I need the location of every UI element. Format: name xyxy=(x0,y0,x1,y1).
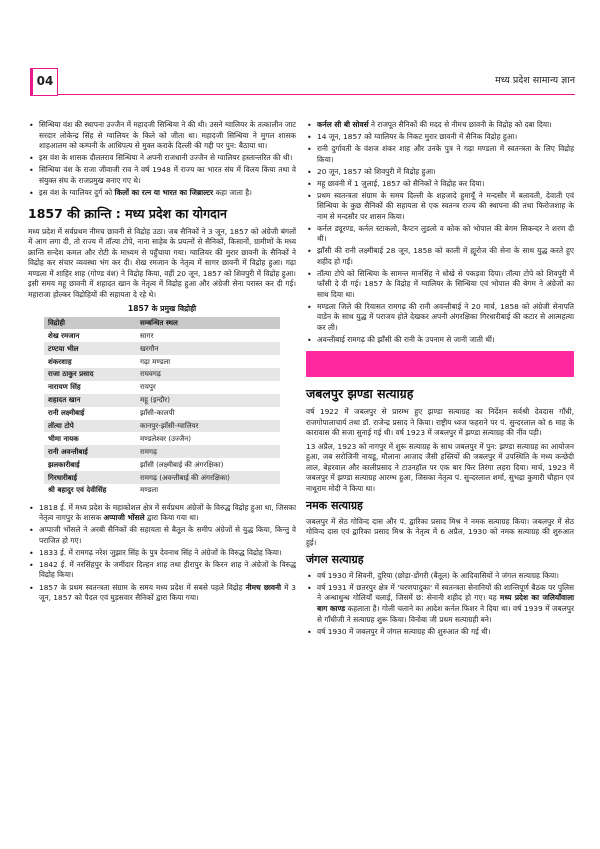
forest-list xyxy=(306,571,574,637)
jallianwala-epithet: मध्य प्रदेश का जलियाँवाला बाग काण्ड xyxy=(317,593,574,613)
list-item: • झाँसी की रानी लक्ष्मीबाई 28 जून, 1858 को काली में ह्यूरोज की सेना के साथ युद्ध करते हुए शहीद हो गईं। xyxy=(306,246,574,267)
table-row xyxy=(44,329,280,342)
list-item: • सिन्धिया वंश की स्थापना उज्जैन में महादजी सिन्धिया ने की थी। उसने ग्वालियर के तत्कालीन जाट सरदार लोकेन्द्र सिंह से ग्वालियर के किले को जीता था। महादजी सिन्धिया ने मुगल शासक शाहआलम को कम्पनी के आधिपत्य से मुक्त कराके दिल्ली की गद्दी पर पुन: बैठाया था। xyxy=(28,120,296,152)
rebel-name: रानी लक्ष्मीबाई xyxy=(48,408,85,418)
page-number: 04 xyxy=(30,68,58,96)
column-header: सम्बन्धित स्थल xyxy=(136,317,280,329)
section-title-salt-satyagraha: नमक सत्याग्रह xyxy=(306,499,363,513)
table-row xyxy=(44,381,280,394)
intro-list xyxy=(28,120,296,198)
page-header xyxy=(30,68,575,98)
rebel-name: तॉत्या टोपे xyxy=(44,420,136,433)
table-header-row xyxy=(44,317,280,329)
table-row xyxy=(44,407,280,420)
table-row xyxy=(44,342,280,355)
list-item: • 20 जून, 1857 को शिवपुरी में विद्रोह हुआ। xyxy=(306,167,574,178)
list-item: • 1833 ई. में रामगढ़ नरेश जुझार सिंह के पुत्र देवनाथ सिंह ने अंग्रेजों के विरुद्ध विद्रोह किया। xyxy=(28,548,296,559)
table-row xyxy=(44,432,280,445)
left-column xyxy=(28,120,296,605)
list-item: • महू छावनी में 1 जुलाई, 1857 को सैनिकों ने विद्रोह कर दिया। xyxy=(306,179,574,190)
list-item: • 14 जून, 1857 को ग्वालियर के निकट मुरार छावनी में सैनिक विद्रोह हुआ। xyxy=(306,132,574,143)
list-item: • वर्ष 1930 में सिवनी, दुरिया (छोड़ा-डोंगरी (बैतूल) के आदिवासियों ने जंगल सत्याग्रह किया। xyxy=(306,571,574,582)
rebel-name: राजा ठाकुर प्रसाद xyxy=(44,368,136,381)
rebel-name: टण्टया भील xyxy=(44,342,136,355)
list-item: • इस वंश के शासक दौलतराव सिन्धिया ने अपनी राजधानी उज्जैन से ग्वालियर हस्तान्तरित की थी। xyxy=(28,153,296,164)
rebel-name: गिरधारीबाई xyxy=(44,471,136,484)
table-row xyxy=(44,420,280,433)
list-item: • कर्नल सी बी सोवर्स ने राजपूत सैनिकों की मदद से नीमच छावनी के विद्रोह को दबा दिया। xyxy=(306,120,574,131)
rebel-name: शहादत खान xyxy=(44,394,136,407)
table-row xyxy=(44,458,280,471)
rebels-table xyxy=(44,317,280,497)
running-title: मध्य प्रदेश सामान्य ज्ञान xyxy=(495,75,575,86)
table-row xyxy=(44,355,280,368)
table-row xyxy=(44,394,280,407)
rebel-name: रानी अवन्तीबाई xyxy=(44,445,136,458)
list-item: • रानी दुर्गावती के वंशज शंकर शाह और उनके पुत्र ने गढ़ा मण्डला में स्वतन्त्रता के लिए विद्रोह किया। xyxy=(306,144,574,165)
list-item: • वर्ष 1930 में जबलपुर में जंगल सत्याग्रह की शुरुआत की गई थी। xyxy=(306,627,574,638)
table-caption: 1857 के प्रमुख विद्रोही xyxy=(127,304,197,314)
fort-epithet: किलों का रत्न या भारत का जिब्राल्टर xyxy=(114,187,214,197)
table-row xyxy=(44,484,280,497)
list-item: • कर्नल ड्यूरण्ड, कर्नल स्टाकलो, कैप्टन लुडलो व कोक को भोपाल की बेगम सिकन्दर ने शरण दी थी। xyxy=(306,224,574,245)
list-item: • 1857 के प्रथम स्वतन्त्रता संग्राम के समय मध्य प्रदेश में सबसे पहले विद्रोह नीमच छावनी में 3 जून, 1857 को पैदल एवं घुड़सवार सैनिकों द्वारा किया गया। xyxy=(28,583,296,604)
rebel-place: झाँसी (लक्ष्मीबाई की अंगरक्षिका) xyxy=(140,459,224,469)
list-item: • तॉत्या टोपे को सिन्धिया के सामन्त मानसिंह ने धोखे से पकड़वा दिया। तॉत्या टोपे को शिवपुरी में फाँसी दे दी गई। 1857 के विद्रोह में ग्वालियर के सिन्धिया एवं भोपाल की बेगम ने अंग्रेजों का साथ दिया था। xyxy=(306,269,574,301)
rebel-place: झाँसी-कालपी xyxy=(140,408,175,418)
list-item: • अप्पाजी भोंसले ने अरबी सैनिकों की सहायता से बैतूल के समीप अंग्रेजों से युद्ध किया, किन्तु वे पराजित हो गए। xyxy=(28,525,296,546)
rebel-place: महू (इन्दौर) xyxy=(136,394,280,407)
rebel-place: रामगढ़ (अवन्तीबाई की अंगरक्षिका) xyxy=(136,471,280,484)
rebel-name: शंकरशाह xyxy=(48,356,72,366)
list-item: • इस वंश के ग्वालियर दुर्ग को किलों का रत्न या भारत का जिब्राल्टर कहा जाता है। xyxy=(28,188,296,199)
rebel-place: गढ़ा मण्डला xyxy=(140,356,171,366)
list-item: • 1842 ई. में नरसिंहपुर के जमींदार दिल्हन शाह तथा हीरापुर के किरन शाह ने अंग्रेजों के विरुद्ध विद्रोह किया। xyxy=(28,560,296,581)
rebel-place: मण्डला xyxy=(140,485,159,495)
list-item: • मण्डला जिले की रियासत रामगढ़ की रानी अवन्तीबाई ने 20 मार्च, 1858 को अंग्रेजी सेनापति वाडेन के साथ युद्ध में पराजय होते देखकर अपनी अंगरक्षिका गिरधारीबाई की कटार से आत्महत्या कर ली। xyxy=(306,302,574,334)
table-row xyxy=(44,368,280,381)
rebel-place: सागर xyxy=(140,330,154,340)
table-row xyxy=(44,471,280,484)
flag-paragraph-1: वर्ष 1922 में जबलपुर से प्रारम्भ हुए झण्डा सत्याग्रह का निर्देशन सर्वश्री देवदास गाँधी, राजगोपालाचार्य तथा डॉ. राजेन्द्र प्रसाद ने किया। राष्ट्रीय ध्वज फहराने पर पं. सुन्दरलाल को 6 माह के कारावास की सजा सुनाई गई थी। वर्ष 1923 में जबलपुर में झण्डा सत्याग्रह की नींव पड़ी। xyxy=(306,407,574,438)
rebel-place: कानपुर-झाँसी-ग्वालियर xyxy=(136,420,280,433)
flag-paragraph-2: 13 अप्रैल, 1923 को नागपुर में शुरू सत्याग्रह के साथ जबलपुर में पुन: झण्डा सत्याग्रह का आयोजन हुआ, जब सरोजिनी नायडू, मौलाना आजाद जैसी हस्तियों की जबलपुर में उपस्थिति के मध्य कन्छेदी लाल, बेहरवाल और कालीप्रसाद ने टाउनहॉल पर एक बार फिर तिरंगा लहरा दिया। मार्च, 1923 में जबलपुर में झण्डा सत्याग्रह आरम्भ हुआ, जिसका नेतृत्व पं. सुन्दरलाल शर्मा, सुभद्रा कुमारी चौहान एवं नाथूराम मोदी ने किया था। xyxy=(306,441,574,493)
column-header: विद्रोही xyxy=(44,317,136,329)
right-top-list xyxy=(306,120,574,345)
rebel-name: नारायण सिंह xyxy=(48,382,81,392)
post-table-list xyxy=(28,503,296,604)
rebel-place: रायपुर xyxy=(140,382,156,392)
rebel-place: रामगढ़ xyxy=(136,445,280,458)
rebel-place: खरगौन xyxy=(136,342,280,355)
table-row xyxy=(44,445,280,458)
rebel-name: झलकारीबाई xyxy=(48,459,80,469)
list-item: • प्रथम स्वतन्त्रता संग्राम के समय दिल्ली के शहजादे हुमायूँ ने मन्दसौर में बलावती, देवाती एवं सिन्धिया के कुछ सैनिकों की सहायता से एक स्वतन्त्र राज्य की स्थापना की तथा फिरोजशाह के नाम से मन्दसौर पर शासन किया। xyxy=(306,191,574,223)
list-item: • 1818 ई. में मध्य प्रदेश के महाकोशल क्षेत्र में सर्वप्रथम अंग्रेजों के विरुद्ध विद्रोह हुआ था, जिसका नेतृत्व नागपुर के शासक अप्पाजी भोंसले द्वारा किया गया था। xyxy=(28,503,296,524)
paragraph-1857: मध्य प्रदेश में सर्वप्रथम नीमच छावनी से विद्रोह उठा। जब सैनिकों ने 3 जून, 1857 को अंग्रेजी बंगलों में आग लगा दी, तो राज्य में तॉत्या टोपे, नाना साहेब के प्रयत्नों से सैनिकों, किसानों, ग्रामीणों के मध्य क्रान्ति सन्देश कमल और रोटी के माध्यम से पहुँचाया गया। ग्वालियर की मुरार छावनी के सैनिकों ने विद्रोह कर संचार व्यवस्था भंग कर दी। शेख रमजान के नेतृत्व में सागर छावनी में विद्रोह हुआ। गढ़ा मण्डला में शाहिर शाह (गोण्ड वंश) ने विद्रोह किया, वहीं 20 जून, 1857 को शिवपुरी में विद्रोह हुआ। इसी समय महू छावनी में शहादत खान के नेतृत्व में विद्रोह हुआ और अंग्रेजी सेना परास्त कर दी गई। महाराजा होल्कर विद्रोहियों की सहायता दे रहे थे। xyxy=(28,226,296,299)
section-title-forest-satyagraha: जंगल सत्याग्रह xyxy=(306,553,364,567)
rebel-name: शेख रमजान xyxy=(48,330,80,340)
decorative-pink-bar xyxy=(306,351,574,377)
list-item: • अवन्तीबाई रामगढ़ की झाँसी की रानी के उपनाम से जानी जाती थीं। xyxy=(306,335,574,346)
rebel-name: श्री बहादुर एवं देवीसिंह xyxy=(48,485,107,495)
salt-paragraph: जबलपुर में सेठ गोविन्द दास और पं. द्वारिका प्रसाद मिश्र ने नमक सत्याग्रह किया। जबलपुर में सेठ गोविन्द दास एवं द्वारिका प्रसाद मिश्र के नेतृत्व में 6 अप्रैल, 1930 को नमक सत्याग्रह की शुरुआत हुई। xyxy=(306,516,574,547)
list-item: • वर्ष 1931 में छतरपुर क्षेत्र में 'चरणपादुका' में स्वतन्त्रता सेनानियों की शान्तिपूर्ण बैठक पर पुलिस ने अन्धाधुन्ध गोलियाँ चलाई, जिसमें छ: सेनानी शहीद हो गए। यह मध्य प्रदेश का जलियाँवाला बाग काण्ड कहलाता है। गोली चलाने का आदेश कर्नल फिशर ने दिया था। वर्ष 1939 में जबलपुर से गाँधीजी ने सत्याग्रह शुरू किया। विनोबा जी प्रथम सत्याग्रही बने। xyxy=(306,583,574,625)
list-item: • सिन्धिया वंश के राजा जीवाजी राव ने वर्ष 1948 में राज्य का भारत संघ में विलय किया तथा वे संयुक्त संघ के राजप्रमुख बनाए गए थे। xyxy=(28,165,296,186)
right-column xyxy=(306,120,574,639)
rebel-name: भीमा नायक xyxy=(48,433,79,443)
section-title-1857: 1857 की क्रान्ति : मध्य प्रदेश का योगदान xyxy=(28,206,227,222)
rebel-place: राघवगढ़ xyxy=(136,368,280,381)
section-title-flag-satyagraha: जबलपुर झण्डा सत्याग्रह xyxy=(306,386,414,402)
rebel-place: मण्डलेश्वर (उज्जैन) xyxy=(140,433,192,443)
header-rule xyxy=(58,94,575,95)
